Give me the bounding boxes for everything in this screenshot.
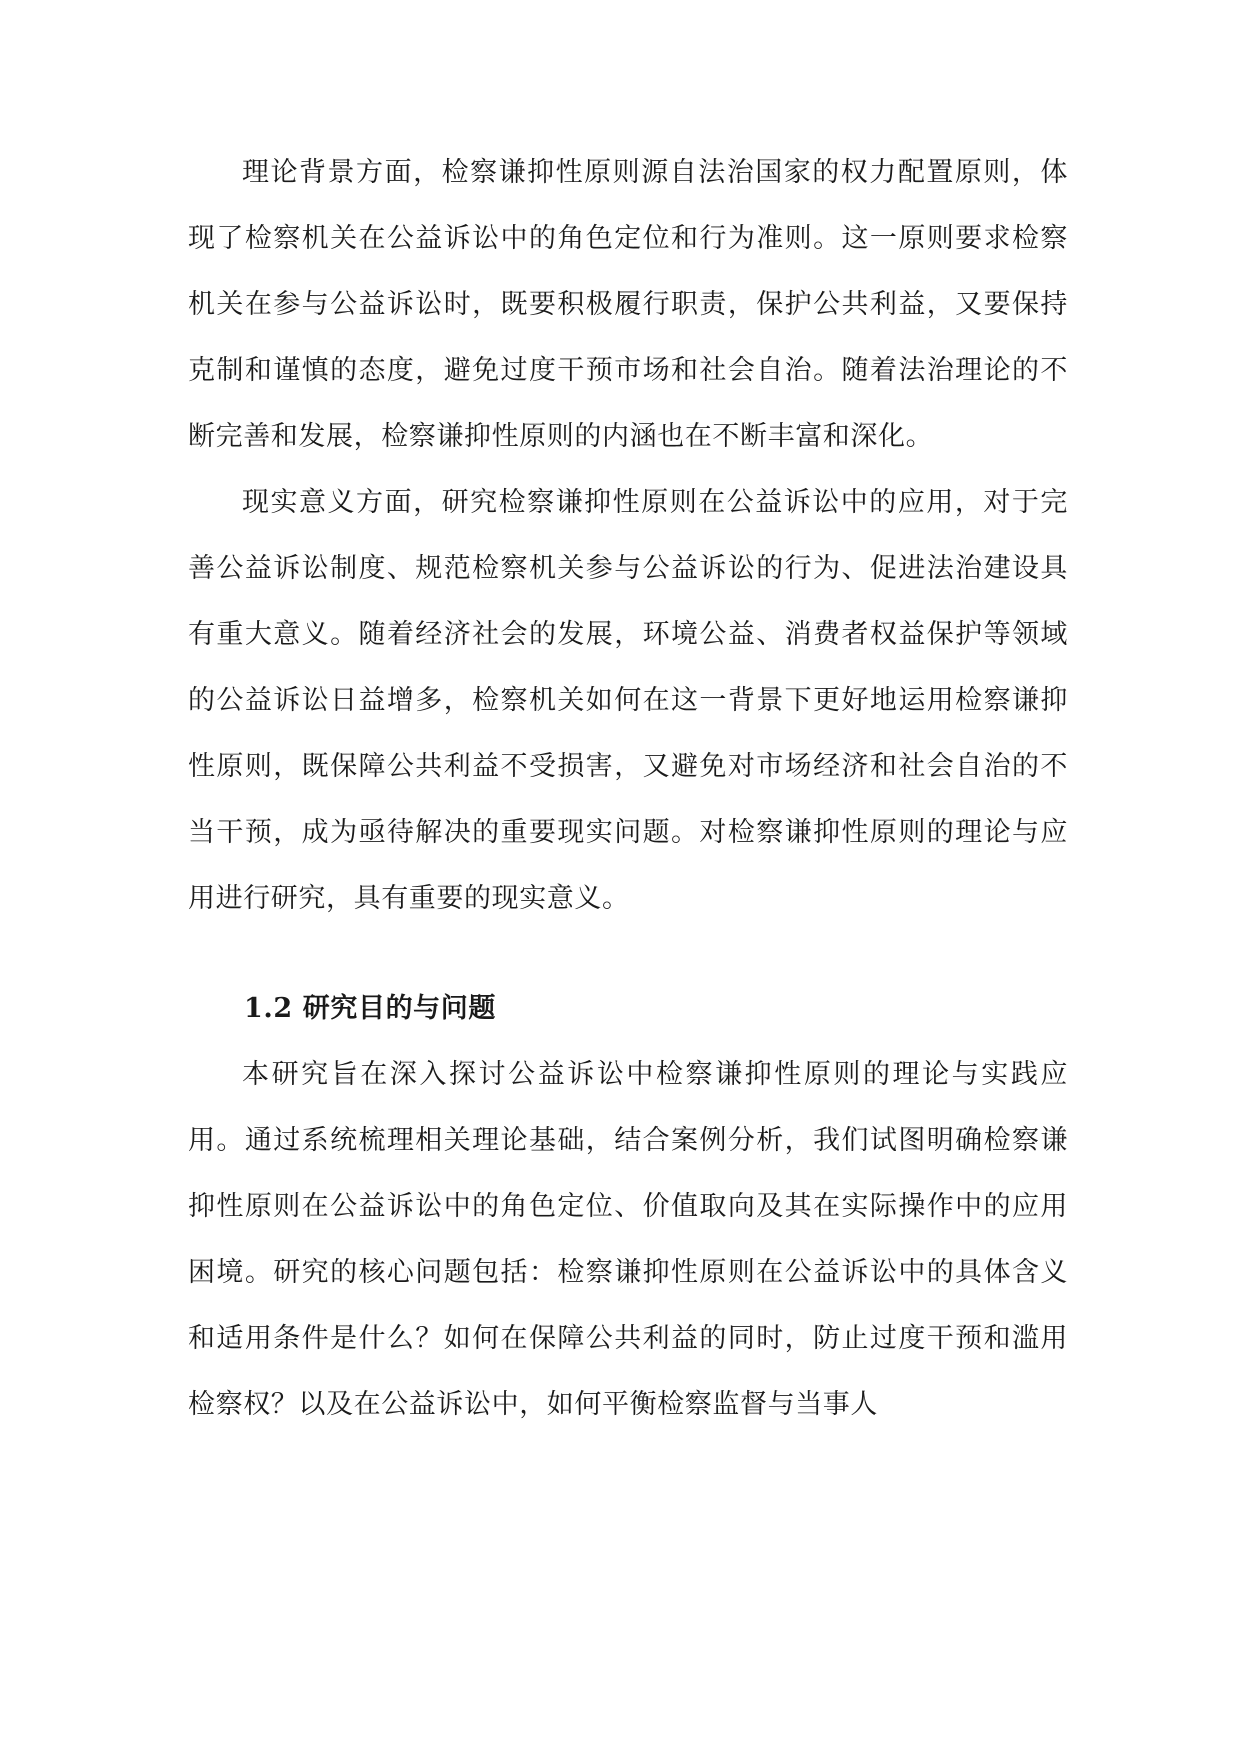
paragraph-theoretical-background: 理论背景方面，检察谦抑性原则源自法治国家的权力配置原则，体现了检察机关在公益诉讼中的角色定位和行为准则。这一原则要求检察机关在参与公益诉讼时，既要积极履行职责，保护公共利益，又要保持克制和谨慎的态度，避免过度干预市场和社会自治。随着法治理论的不断完善和发展，检察谦抑性原则的内涵也在不断丰富和深化。 (188, 157, 1068, 452)
document-body (188, 140, 1068, 1438)
paragraph-practical-significance: 现实意义方面，研究检察谦抑性原则在公益诉讼中的应用，对于完善公益诉讼制度、规范检察机关参与公益诉讼的行为、促进法治建设具有重大意义。随着经济社会的发展，环境公益、消费者权益保护等领域的公益诉讼日益增多，检察机关如何在这一背景下更好地运用检察谦抑性原则，既保障公共利益不受损害，又避免对市场经济和社会自治的不当干预，成为亟待解决的重要现实问题。对检察谦抑性原则的理论与应用进行研究，具有重要的现实意义。 (188, 487, 1068, 914)
section-heading: 1.2 研究目的与问题 (244, 993, 496, 1024)
paragraph-research-purpose: 本研究旨在深入探讨公益诉讼中检察谦抑性原则的理论与实践应用。通过系统梳理相关理论基础，结合案例分析，我们试图明确检察谦抑性原则在公益诉讼中的角色定位、价值取向及其在实际操作中的应用困境。研究的核心问题包括：检察谦抑性原则在公益诉讼中的具体含义和适用条件是什么？如何在保障公共利益的同时，防止过度干预和滥用检察权？以及在公益诉讼中，如何平衡检察监督与当事人 (188, 1059, 1068, 1420)
